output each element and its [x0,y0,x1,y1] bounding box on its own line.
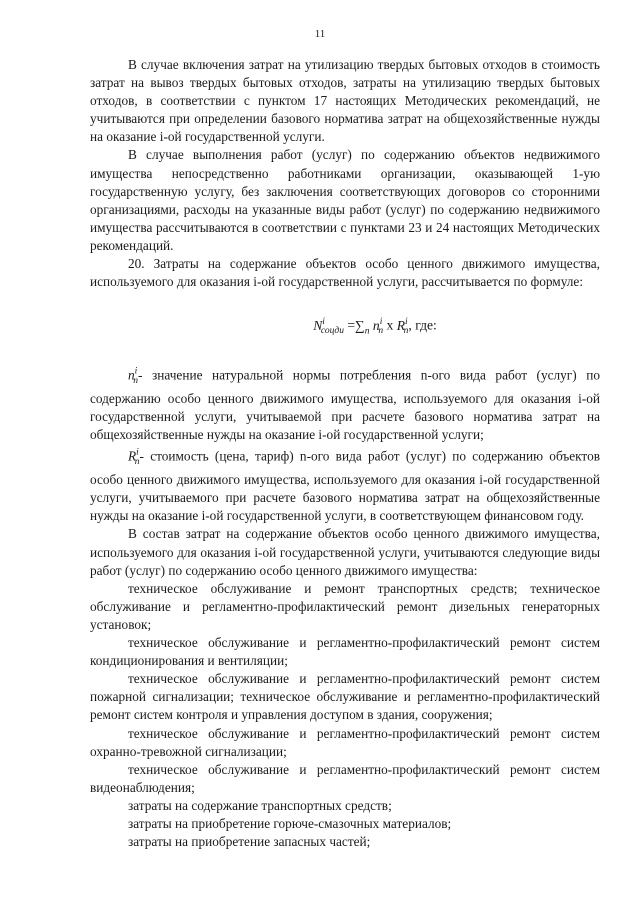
formula-times: x [386,317,394,333]
formula-sum-sign: $\sum_n$ [355,317,370,337]
list-item: техническое обслуживание и регламентно-профилактический ремонт систем пожарной сигнализации; техническое обслуживание и регламентно-профилактический ремонт систем контроля и управления доступом в здания, сооружения; [90,671,600,723]
list-item: затраты на содержание транспортных средств; [128,797,392,813]
formula [90,313,600,340]
document-body [90,56,600,851]
list-item: техническое обслуживание и регламентно-профилактический ремонт систем кондиционирования и вентиляции; [90,635,600,669]
paragraph-waste-utilization: В случае включения затрат на утилизацию твердых бытовых отходов в стоимость затрат на вывоз твердых бытовых отходов, затраты на утилизацию твердых бытовых отходов, в соответствии с пунктом 17 настоящих Методических рекомендаций, не учитываются при определении базового норматива затрат на общехозяйственные нужды на оказание i-ой государственной услуги. [90,57,600,145]
definition-r-symbol: $R^i_n$ [128,448,140,468]
page-number: 11 [314,28,326,40]
paragraph-composition-intro: В состав затрат на содержание объектов особо ценного движимого имущества, используемого для оказания i-ой государственной услуги, учитываются следующие виды работ (услуг) по содержанию особо ценного движимого имущества: [90,526,600,578]
paragraph-own-staff-works: В случае выполнения работ (услуг) по содержанию объектов недвижимого имущества непосредственно работниками организации, оказывающей 1-ую государственную услугу, без заключения соответствующих договоров со сторонними организациями, расходы на указанные виды работ (услуг) по содержанию недвижимого имущества рассчитываются в соответствии с пунктами 23 и 24 настоящих Методических рекомендаций. [90,147,600,253]
formula-equals: = [347,317,356,333]
definition-r [90,444,600,525]
definition-r-text: - стоимость (цена, тариф) n-ого вида работ (услуг) по содержанию объектов особо ценного движимого имущества, используемого для оказания i-ой государственной услуги, учитываемого при расчете базового норматива затрат на общехозяйственные нужды на оказание i-ой государственной услуги, в соответствующем финансовом году. [90,448,600,524]
list-item: техническое обслуживание и регламентно-профилактический ремонт систем видеонаблюдения; [90,761,600,795]
list-item: техническое обслуживание и регламентно-профилактический ремонт систем охранно-тревожной сигнализации; [90,725,600,759]
list-item: затраты на приобретение горюче-смазочных материалов; [128,815,452,831]
formula-tail: , где: [408,317,437,333]
list-item: затраты на приобретение запасных частей; [128,834,371,850]
formula-r-cost: $R^i_n$ [396,317,409,337]
list-item: техническое обслуживание и ремонт транспортных средств; техническое обслуживание и регламентно-профилактический ремонт дизельных генераторных установок; [90,580,600,632]
definition-n-symbol: $n^i_n$ [128,366,139,386]
formula-n-total: $N^i_{соцди}$ [313,317,344,337]
formula-n-norm: $n^i_n$ [372,317,384,337]
definition-n [90,363,600,444]
definition-n-text: - значение натуральной нормы потребления n-ого вида работ (услуг) по содержанию особо ценного движимого имущества, используемого для оказания i-ой государственной услуги, учитываемой при расчете базового норматива затрат на общехозяйственные нужды на оказание i-ой государственной услуги; [90,366,600,442]
paragraph-item-20: 20. Затраты на содержание объектов особо ценного движимого имущества, используемого для оказания i-ой государственной услуги, рассчитывается по формуле: [90,256,600,290]
